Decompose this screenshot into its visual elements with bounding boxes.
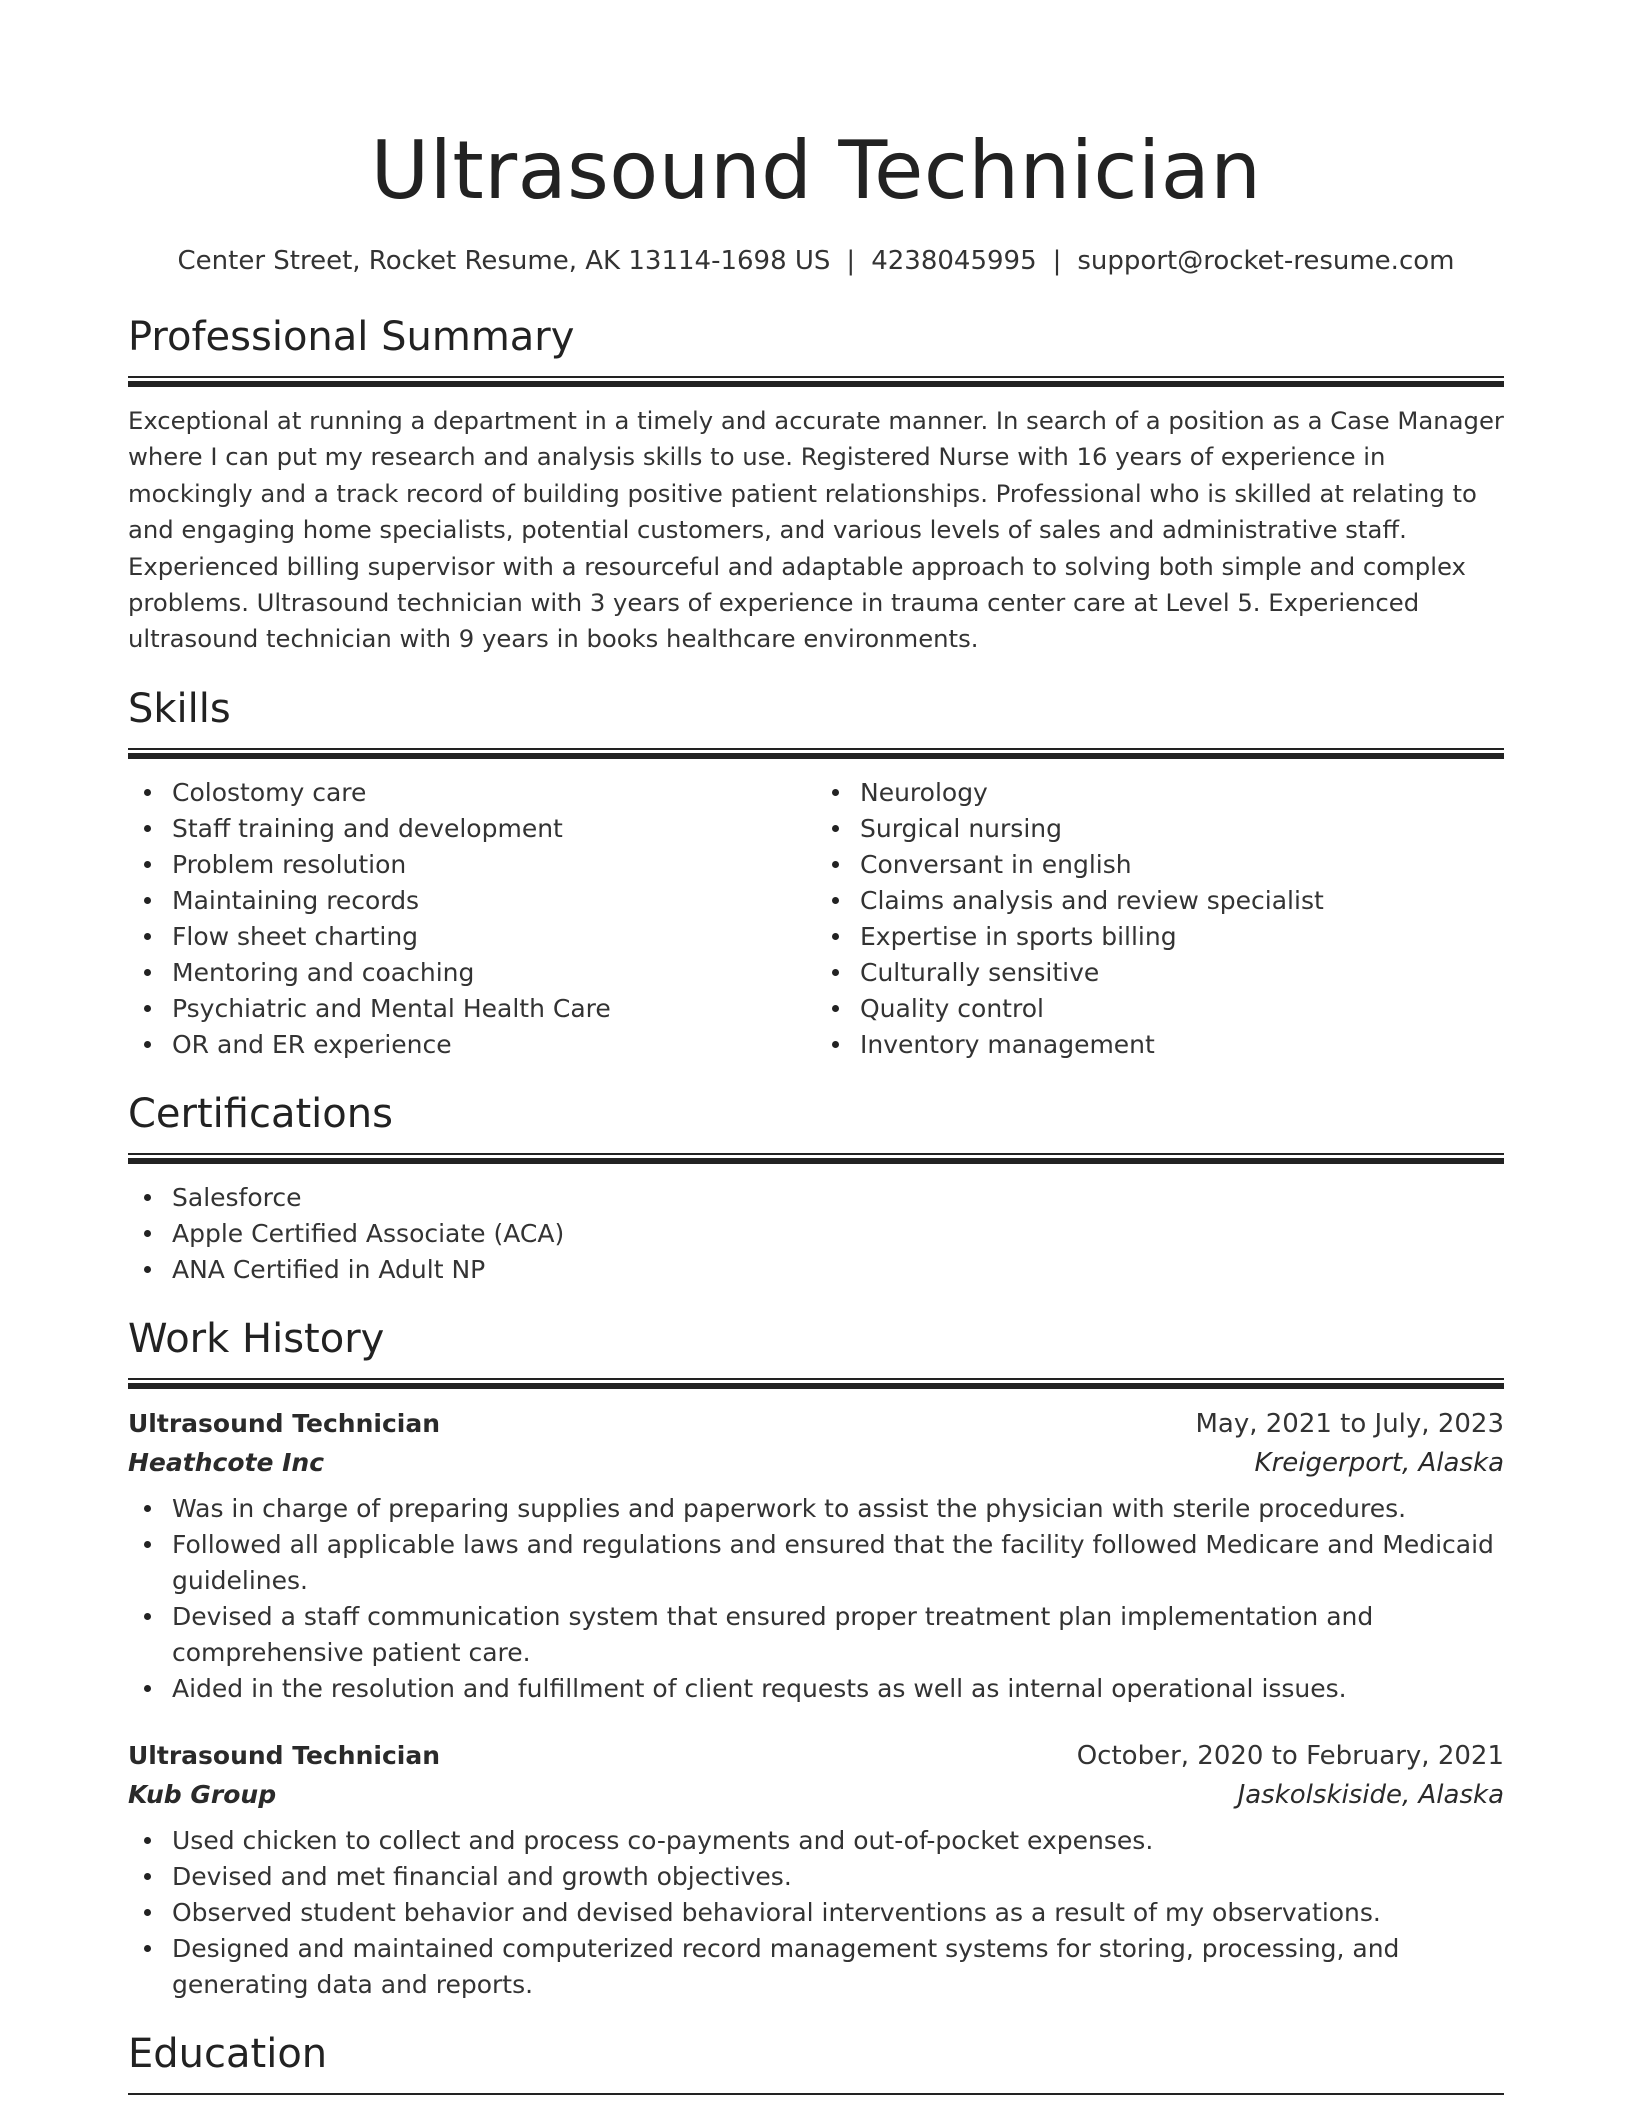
skill-item: Culturally sensitive (816, 955, 1504, 991)
resume-name: Ultrasound Technician (370, 124, 1262, 217)
certification-item: Salesforce (128, 1180, 1504, 1216)
job-bullet: Used chicken to collect and process co-payments and out-of-pocket expenses. (128, 1823, 1504, 1859)
skill-item: Surgical nursing (816, 811, 1504, 847)
skill-item: Expertise in sports billing (816, 919, 1504, 955)
job-bullet: Devised and met financial and growth objectives. (128, 1859, 1504, 1895)
job-bullet: Was in charge of preparing supplies and paperwork to assist the physician with sterile procedures. (128, 1491, 1504, 1527)
skill-item: Staff training and development (128, 811, 816, 847)
job-entry (128, 1737, 1504, 2003)
job-header (128, 1405, 1504, 1443)
section-title-summary: Professional Summary (128, 314, 575, 360)
skill-item: Psychiatric and Mental Health Care (128, 991, 816, 1027)
section-divider (128, 748, 1504, 759)
job-bullets (128, 1491, 1504, 1707)
skill-item: OR and ER experience (128, 1027, 816, 1063)
skills-section (128, 684, 1504, 1063)
job-subheader (128, 1443, 1504, 1483)
section-title-education: Education (128, 2030, 328, 2077)
skill-item: Quality control (816, 991, 1504, 1027)
job-dates: May, 2021 to July, 2023 (1195, 1408, 1504, 1439)
certification-item: ANA Certified in Adult NP (128, 1252, 1504, 1288)
skill-item: Mentoring and coaching (128, 955, 816, 991)
job-location: Kreigerport, Alaska (1254, 1447, 1504, 1478)
section-divider (128, 2093, 1504, 2095)
job-bullet: Devised a staff communication system that ensured proper treatment plan implementation and comprehensive patient care. (128, 1599, 1504, 1671)
section-title-skills: Skills (128, 685, 231, 732)
contact-line (128, 244, 1504, 278)
work-history-section (128, 1314, 1504, 2003)
summary-text: Exceptional at running a department in a timely and accurate manner. In search of a position as a Case Manager where I can put my research and analysis skills to use. Registered Nurse with 16 years of experience in mockingly and a track record of building positive patient relationships. Professional who is skilled at relating to and engaging home specialists, potential customers, and various levels of sales and administrative staff. Experienced billing supervisor with a resourceful and adaptable approach to solving both simple and complex problems. Ultrasound technician with 3 years of experience in trauma center care at Level 5. Experienced ultrasound technician with 9 years in books healthcare environments. (128, 406, 1504, 654)
job-company: Kub Group (128, 1779, 277, 1809)
job-bullet: Designed and maintained computerized record management systems for storing, processing, and generating data and reports. (128, 1931, 1504, 2003)
skill-item: Flow sheet charting (128, 919, 816, 955)
contact-phone: 4238045995 (871, 246, 1037, 276)
job-bullet: Followed all applicable laws and regulations and ensured that the facility followed Medicare and Medicaid guidelines. (128, 1527, 1504, 1599)
skills-columns (128, 775, 1504, 1063)
job-title: Ultrasound Technician (128, 1408, 440, 1438)
skill-item: Inventory management (816, 1027, 1504, 1063)
contact-email: support@rocket-resume.com (1077, 246, 1455, 276)
certifications-list (128, 1180, 1504, 1288)
job-header (128, 1737, 1504, 1775)
contact-address: Center Street, Rocket Resume, AK 13114-1698 US (177, 246, 831, 276)
skill-item: Maintaining records (128, 883, 816, 919)
skills-left-list (128, 775, 816, 1063)
education-section (128, 2029, 1504, 2095)
section-title-work-history: Work History (128, 1315, 385, 1362)
section-divider (128, 1378, 1504, 1389)
job-bullet: Aided in the resolution and fulfillment of client requests as well as internal operational issues. (128, 1671, 1504, 1707)
job-bullet: Observed student behavior and devised behavioral interventions as a result of my observations. (128, 1895, 1504, 1931)
skill-item: Problem resolution (128, 847, 816, 883)
job-bullets (128, 1823, 1504, 2003)
contact-separator: | (846, 246, 856, 276)
job-company: Heathcote Inc (128, 1447, 325, 1477)
section-divider (128, 376, 1504, 387)
certification-item: Apple Certified Associate (ACA) (128, 1216, 1504, 1252)
skills-right-list (816, 775, 1504, 1063)
skill-item: Conversant in english (816, 847, 1504, 883)
skill-item: Neurology (816, 775, 1504, 811)
section-divider (128, 1153, 1504, 1164)
job-dates: October, 2020 to February, 2021 (1076, 1740, 1504, 1771)
job-subheader (128, 1775, 1504, 1815)
skill-item: Colostomy care (128, 775, 816, 811)
job-location: Jaskolskiside, Alaska (1237, 1779, 1504, 1810)
summary-section (128, 312, 1504, 658)
certifications-section (128, 1089, 1504, 1288)
section-title-certifications: Certifications (128, 1090, 393, 1137)
job-entry (128, 1405, 1504, 1707)
skill-item: Claims analysis and review specialist (816, 883, 1504, 919)
job-title: Ultrasound Technician (128, 1740, 440, 1770)
contact-separator: | (1052, 246, 1062, 276)
